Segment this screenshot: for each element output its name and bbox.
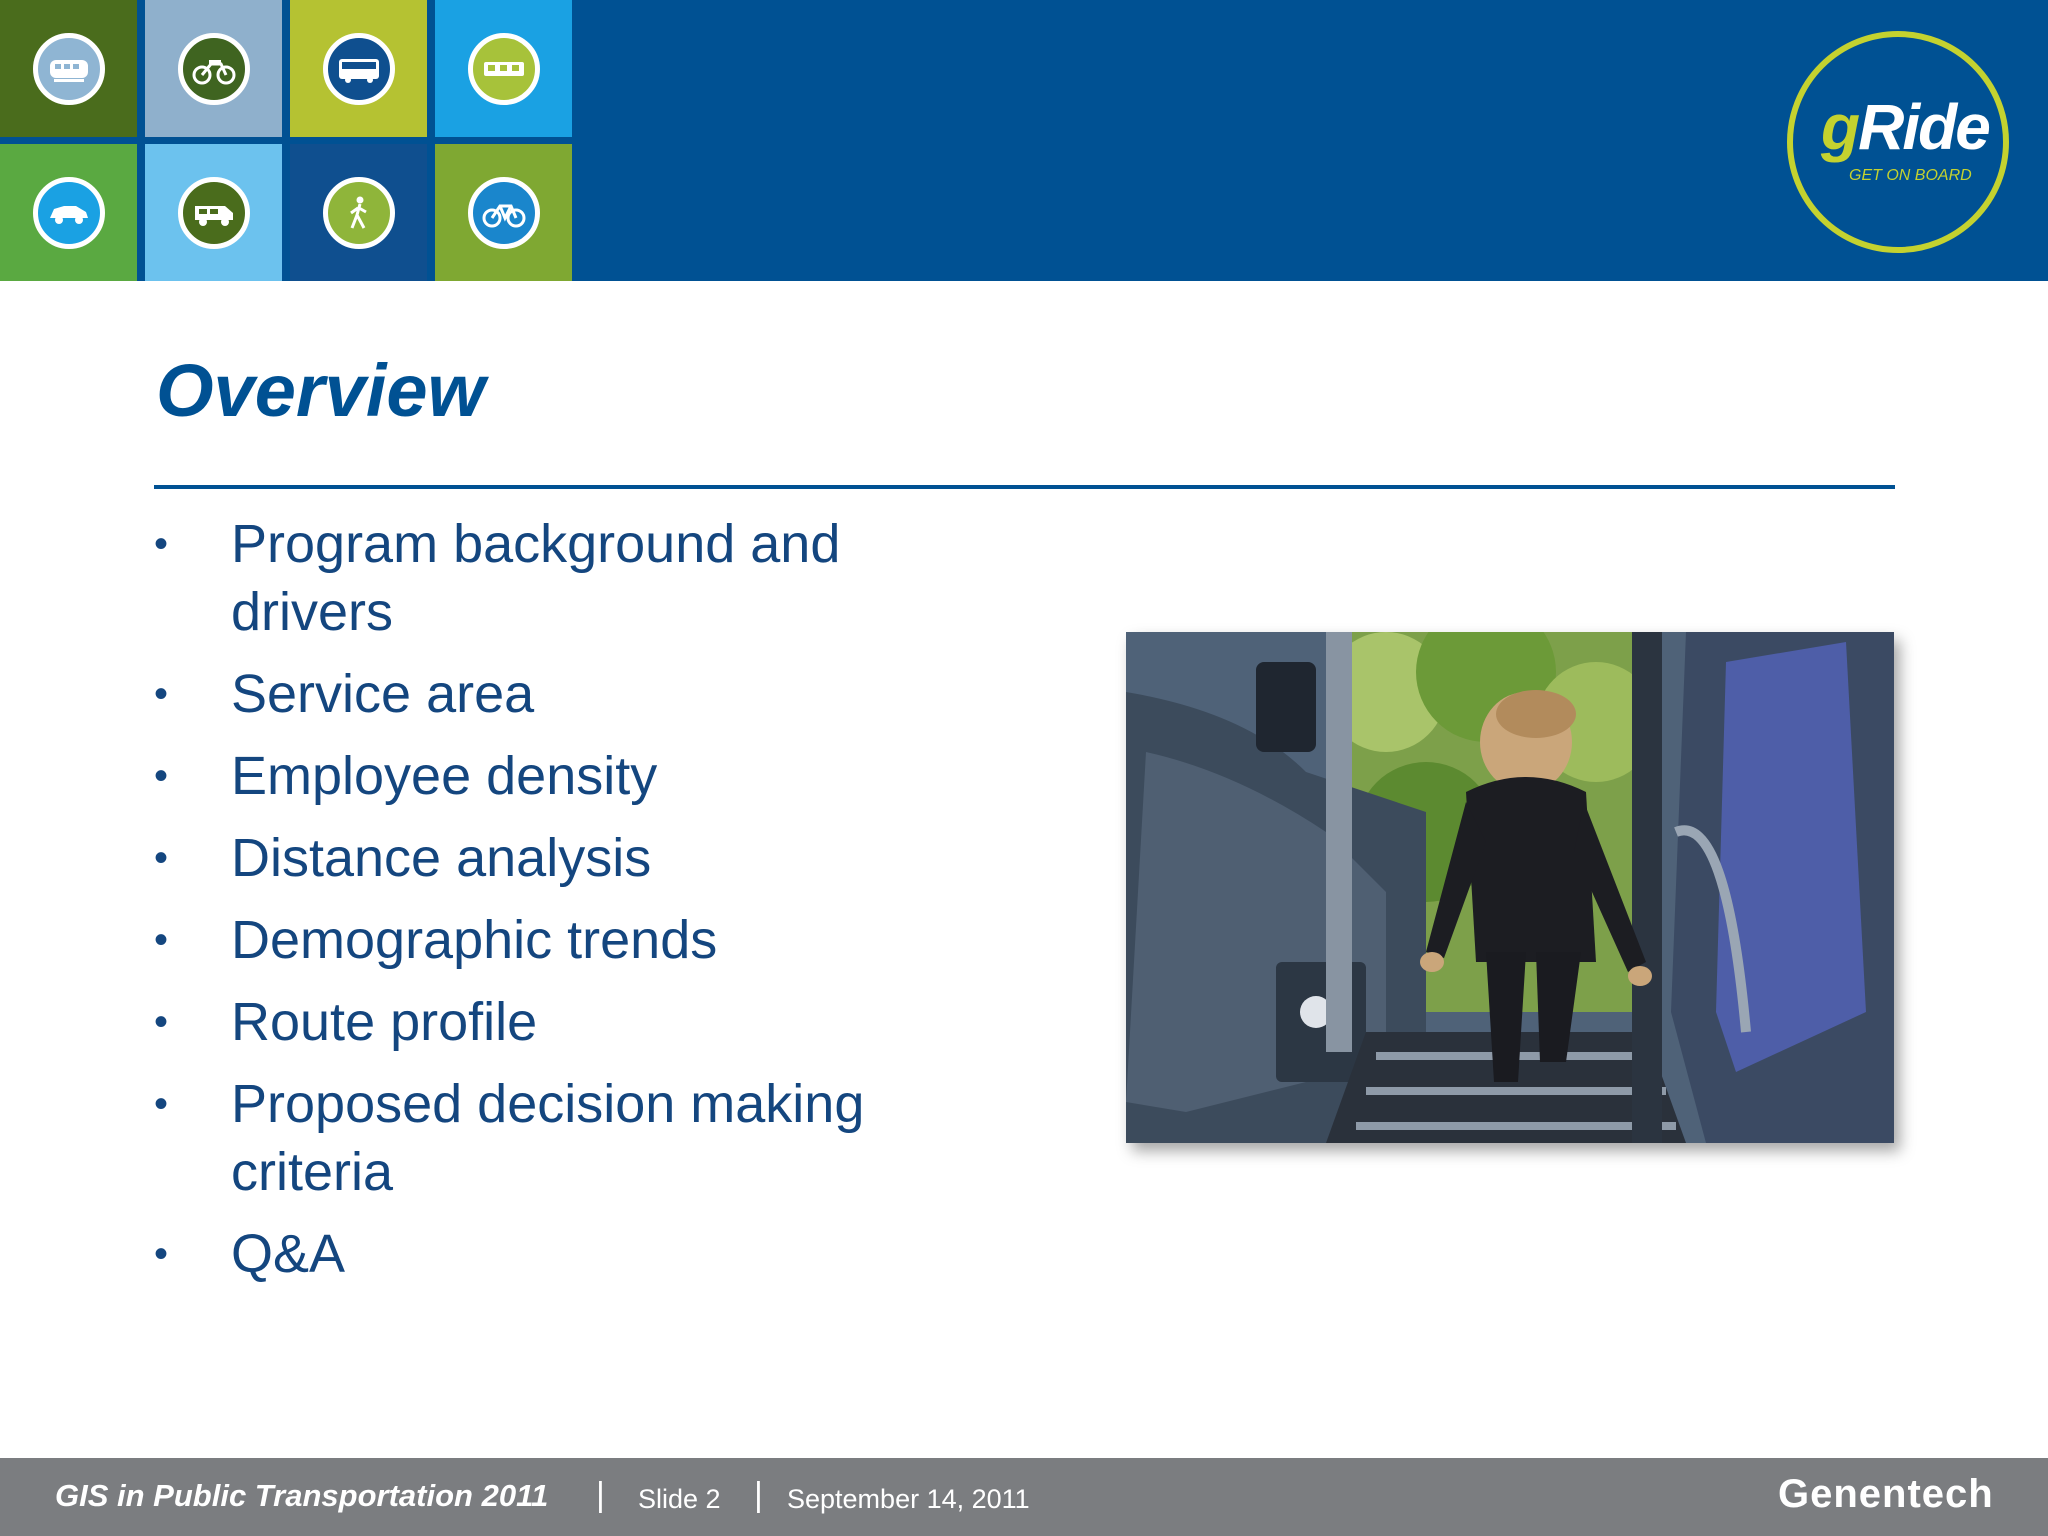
- bus-boarding-photo: [1126, 632, 1894, 1143]
- bullet-text: Program background and drivers: [231, 514, 841, 642]
- bullet-dot: •: [154, 1082, 169, 1126]
- logo-wordmark-rest: Ride: [1858, 91, 1989, 163]
- transport-tile: [0, 144, 137, 281]
- bullet-text: Service area: [231, 664, 535, 724]
- footer-bar: [0, 1458, 2048, 1536]
- shuttle-icon: [468, 33, 540, 105]
- transport-tile: [290, 0, 427, 137]
- bullet-item: [150, 660, 950, 728]
- transport-tile: [0, 0, 137, 137]
- transport-tile: [145, 144, 282, 281]
- footer-presentation-title: GIS in Public Transportation 2011: [55, 1478, 549, 1513]
- bullet-item: [150, 824, 950, 892]
- bullet-dot: •: [154, 754, 169, 798]
- bullet-dot: •: [154, 918, 169, 962]
- bullet-dot: •: [154, 1000, 169, 1044]
- motorcycle-icon: [178, 33, 250, 105]
- bullet-item: [150, 906, 950, 974]
- bullet-dot: •: [154, 522, 169, 566]
- bullet-text: Proposed decision making criteria: [231, 1074, 865, 1202]
- footer-separator: |: [596, 1476, 605, 1514]
- bicycle-icon: [468, 177, 540, 249]
- pedestrian-icon: [323, 177, 395, 249]
- logo-tagline: GET ON BOARD: [1849, 167, 1972, 184]
- bullet-text: Employee density: [231, 746, 658, 806]
- bullet-text: Q&A: [231, 1224, 346, 1284]
- bullet-list: [150, 510, 950, 1302]
- bullet-item: [150, 1220, 950, 1288]
- van-icon: [178, 177, 250, 249]
- bullet-dot: •: [154, 836, 169, 880]
- bullet-item: [150, 742, 950, 810]
- car-icon: [33, 177, 105, 249]
- bullet-text: Demographic trends: [231, 910, 718, 970]
- transport-tile: [290, 144, 427, 281]
- transport-tile: [145, 0, 282, 137]
- bullet-text: Distance analysis: [231, 828, 652, 888]
- bullet-item: [150, 988, 950, 1056]
- logo-wordmark: [1821, 91, 1991, 163]
- title-divider: [154, 485, 1895, 489]
- bullet-dot: •: [154, 672, 169, 716]
- footer-slide-number: Slide 2: [638, 1484, 721, 1514]
- bullet-item: [150, 510, 950, 646]
- train-icon: [33, 33, 105, 105]
- gride-logo: [1787, 31, 2009, 253]
- bus-icon: [323, 33, 395, 105]
- page-title: Overview: [156, 349, 486, 432]
- transport-tile: [435, 144, 572, 281]
- genentech-logo: Genentech: [1778, 1472, 1994, 1516]
- bullet-text: Route profile: [231, 992, 538, 1052]
- bullet-dot: •: [154, 1232, 169, 1276]
- footer-date: September 14, 2011: [787, 1484, 1030, 1514]
- footer-separator: |: [754, 1476, 763, 1514]
- transport-mode-tile-grid: [0, 0, 581, 281]
- logo-wordmark-g: g: [1821, 91, 1859, 163]
- bullet-item: [150, 1070, 950, 1206]
- transport-tile: [435, 0, 572, 137]
